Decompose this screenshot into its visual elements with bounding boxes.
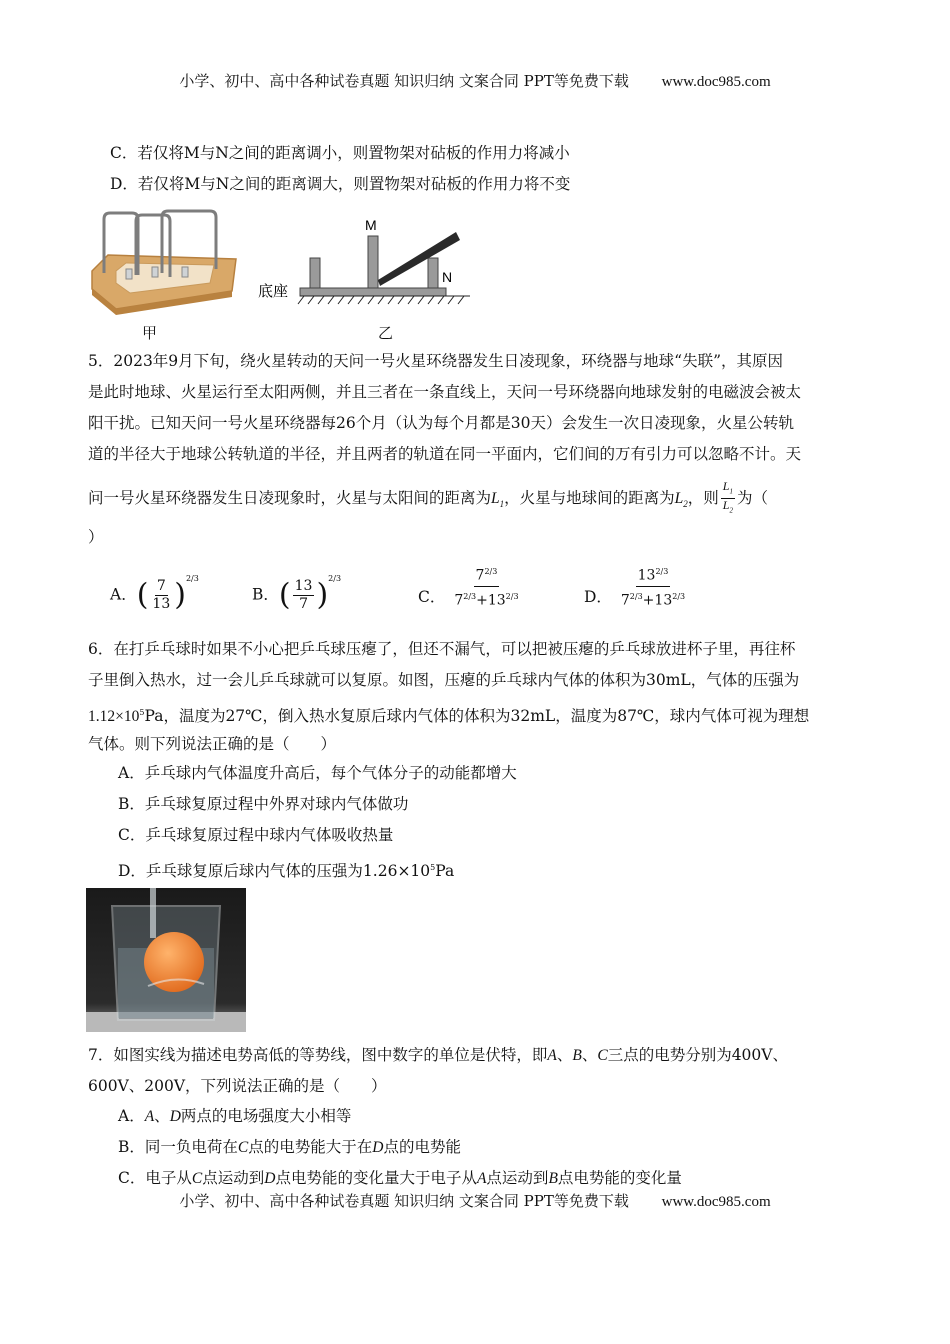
footer-text: 小学、初中、高中各种试卷真题 知识归纳 文案合同 PPT等免费下载 bbox=[179, 1192, 629, 1210]
label-base: 底座 bbox=[258, 282, 289, 300]
q7-option-b: B．同一负电荷在C点的电势能大于在D点的电势能 bbox=[118, 1138, 461, 1156]
q5-line-1: 5．2023年9月下旬，绕火星转动的天问一号火星环绕器发生日凌现象，环绕器与地球“失联”，其原因 bbox=[88, 352, 784, 370]
schematic-diagram bbox=[258, 210, 478, 310]
q5-line-5: 问一号火星环绕器发生日凌现象时，火星与太阳间的距离为$L_1$，火星与地球间的距离为$L_2$，则 $\frac{L_1}{L_2}$ 为（ bbox=[88, 480, 768, 518]
q5-line-4: 道的半径大于地球公转轨道的半径，并且两者的轨道在同一平面内，它们间的万有引力可以忽略不计。天 bbox=[88, 445, 802, 463]
q6-line-3: $1.12\times 10^5Pa$，温度为27℃，倒入热水复原后球内气体的体积为32mL，温度为87℃，球内气体可视为理想 bbox=[88, 707, 810, 726]
var-l1: $L_1$ bbox=[491, 489, 505, 509]
q7-line-1: 7．如图实线为描述电势高低的等势线，图中数字的单位是伏特，即A、B、C三点的电势分别为400V、 bbox=[88, 1046, 788, 1064]
footer-site: www.doc985.com bbox=[661, 1194, 771, 1210]
label-n: N bbox=[442, 269, 453, 285]
q4-option-c: C．若仅将M与N之间的距离调小，则置物架对砧板的作用力将减小 bbox=[110, 144, 570, 162]
var-l2: $L_2$ bbox=[674, 489, 688, 509]
q5-line-3: 阳干扰。已知天问一号火星环绕器每26个月（认为每个月都是30天）会发生一次日凌现象，火星公转轨 bbox=[88, 414, 794, 432]
page-footer bbox=[0, 1190, 950, 1211]
q6-option-d: D．乒乓球复原后球内气体的压强为$1.26\times 10^5Pa$ bbox=[118, 862, 455, 881]
rack-photo bbox=[86, 205, 238, 315]
page-header bbox=[0, 70, 950, 91]
q4-option-d: D．若仅将M与N之间的距离调大，则置物架对砧板的作用力将不变 bbox=[110, 175, 571, 193]
q7-line-2: 600V、200V，下列说法正确的是（ ） bbox=[88, 1077, 387, 1095]
ratio-l1-l2: $\frac{L_1}{L_2}$ bbox=[722, 479, 733, 515]
q5-line-2: 是此时地球、火星运行至太阳两侧，并且三者在一条直线上，天问一号环绕器向地球发射的电磁波会被太 bbox=[88, 383, 802, 401]
figure-caption-yi: 乙 bbox=[378, 324, 394, 342]
q5-option-c: C． $\frac{7^{2/3}}{7^{2/3}+13^{2/3}}$ bbox=[418, 562, 523, 610]
beaker-photo bbox=[86, 888, 246, 1032]
header-text: 小学、初中、高中各种试卷真题 知识归纳 文案合同 PPT等免费下载 bbox=[179, 72, 629, 90]
q6-line-1: 6．在打乒乓球时如果不小心把乒乓球压瘪了，但还不漏气，可以把被压瘪的乒乓球放进杯子里，再往杯 bbox=[88, 640, 796, 658]
label-m: M bbox=[365, 217, 377, 233]
q7-option-a: A．A、D两点的电场强度大小相等 bbox=[118, 1107, 352, 1125]
q5-option-b: B．( $\frac{13}{7}$ )$^{2/3}$ bbox=[252, 574, 342, 613]
q6-option-b: B．乒乓球复原过程中外界对球内气体做功 bbox=[118, 795, 409, 813]
q5-option-d: D． $\frac{13^{2/3}}{7^{2/3}+13^{2/3}}$ bbox=[584, 562, 689, 610]
q7-option-c: C．电子从C点运动到D点电势能的变化量大于电子从A点运动到B点电势能的变化量 bbox=[118, 1169, 682, 1187]
q5-line-6: ） bbox=[88, 528, 104, 546]
figure-caption-jia: 甲 bbox=[142, 324, 158, 342]
q6-option-c: C．乒乓球复原过程中球内气体吸收热量 bbox=[118, 826, 394, 844]
header-site: www.doc985.com bbox=[661, 74, 771, 90]
q6-option-a: A．乒乓球内气体温度升高后，每个气体分子的动能都增大 bbox=[118, 764, 517, 782]
q6-line-2: 子里倒入热水，过一会儿乒乓球就可以复原。如图，压瘪的乒乓球内气体的体积为30mL，气体的压强为 bbox=[88, 671, 800, 689]
q5-option-a: A．( $\frac{7}{13}$ )$^{2/3}$ bbox=[110, 574, 199, 613]
q6-line-4: 气体。则下列说法正确的是（ ） bbox=[88, 735, 337, 753]
